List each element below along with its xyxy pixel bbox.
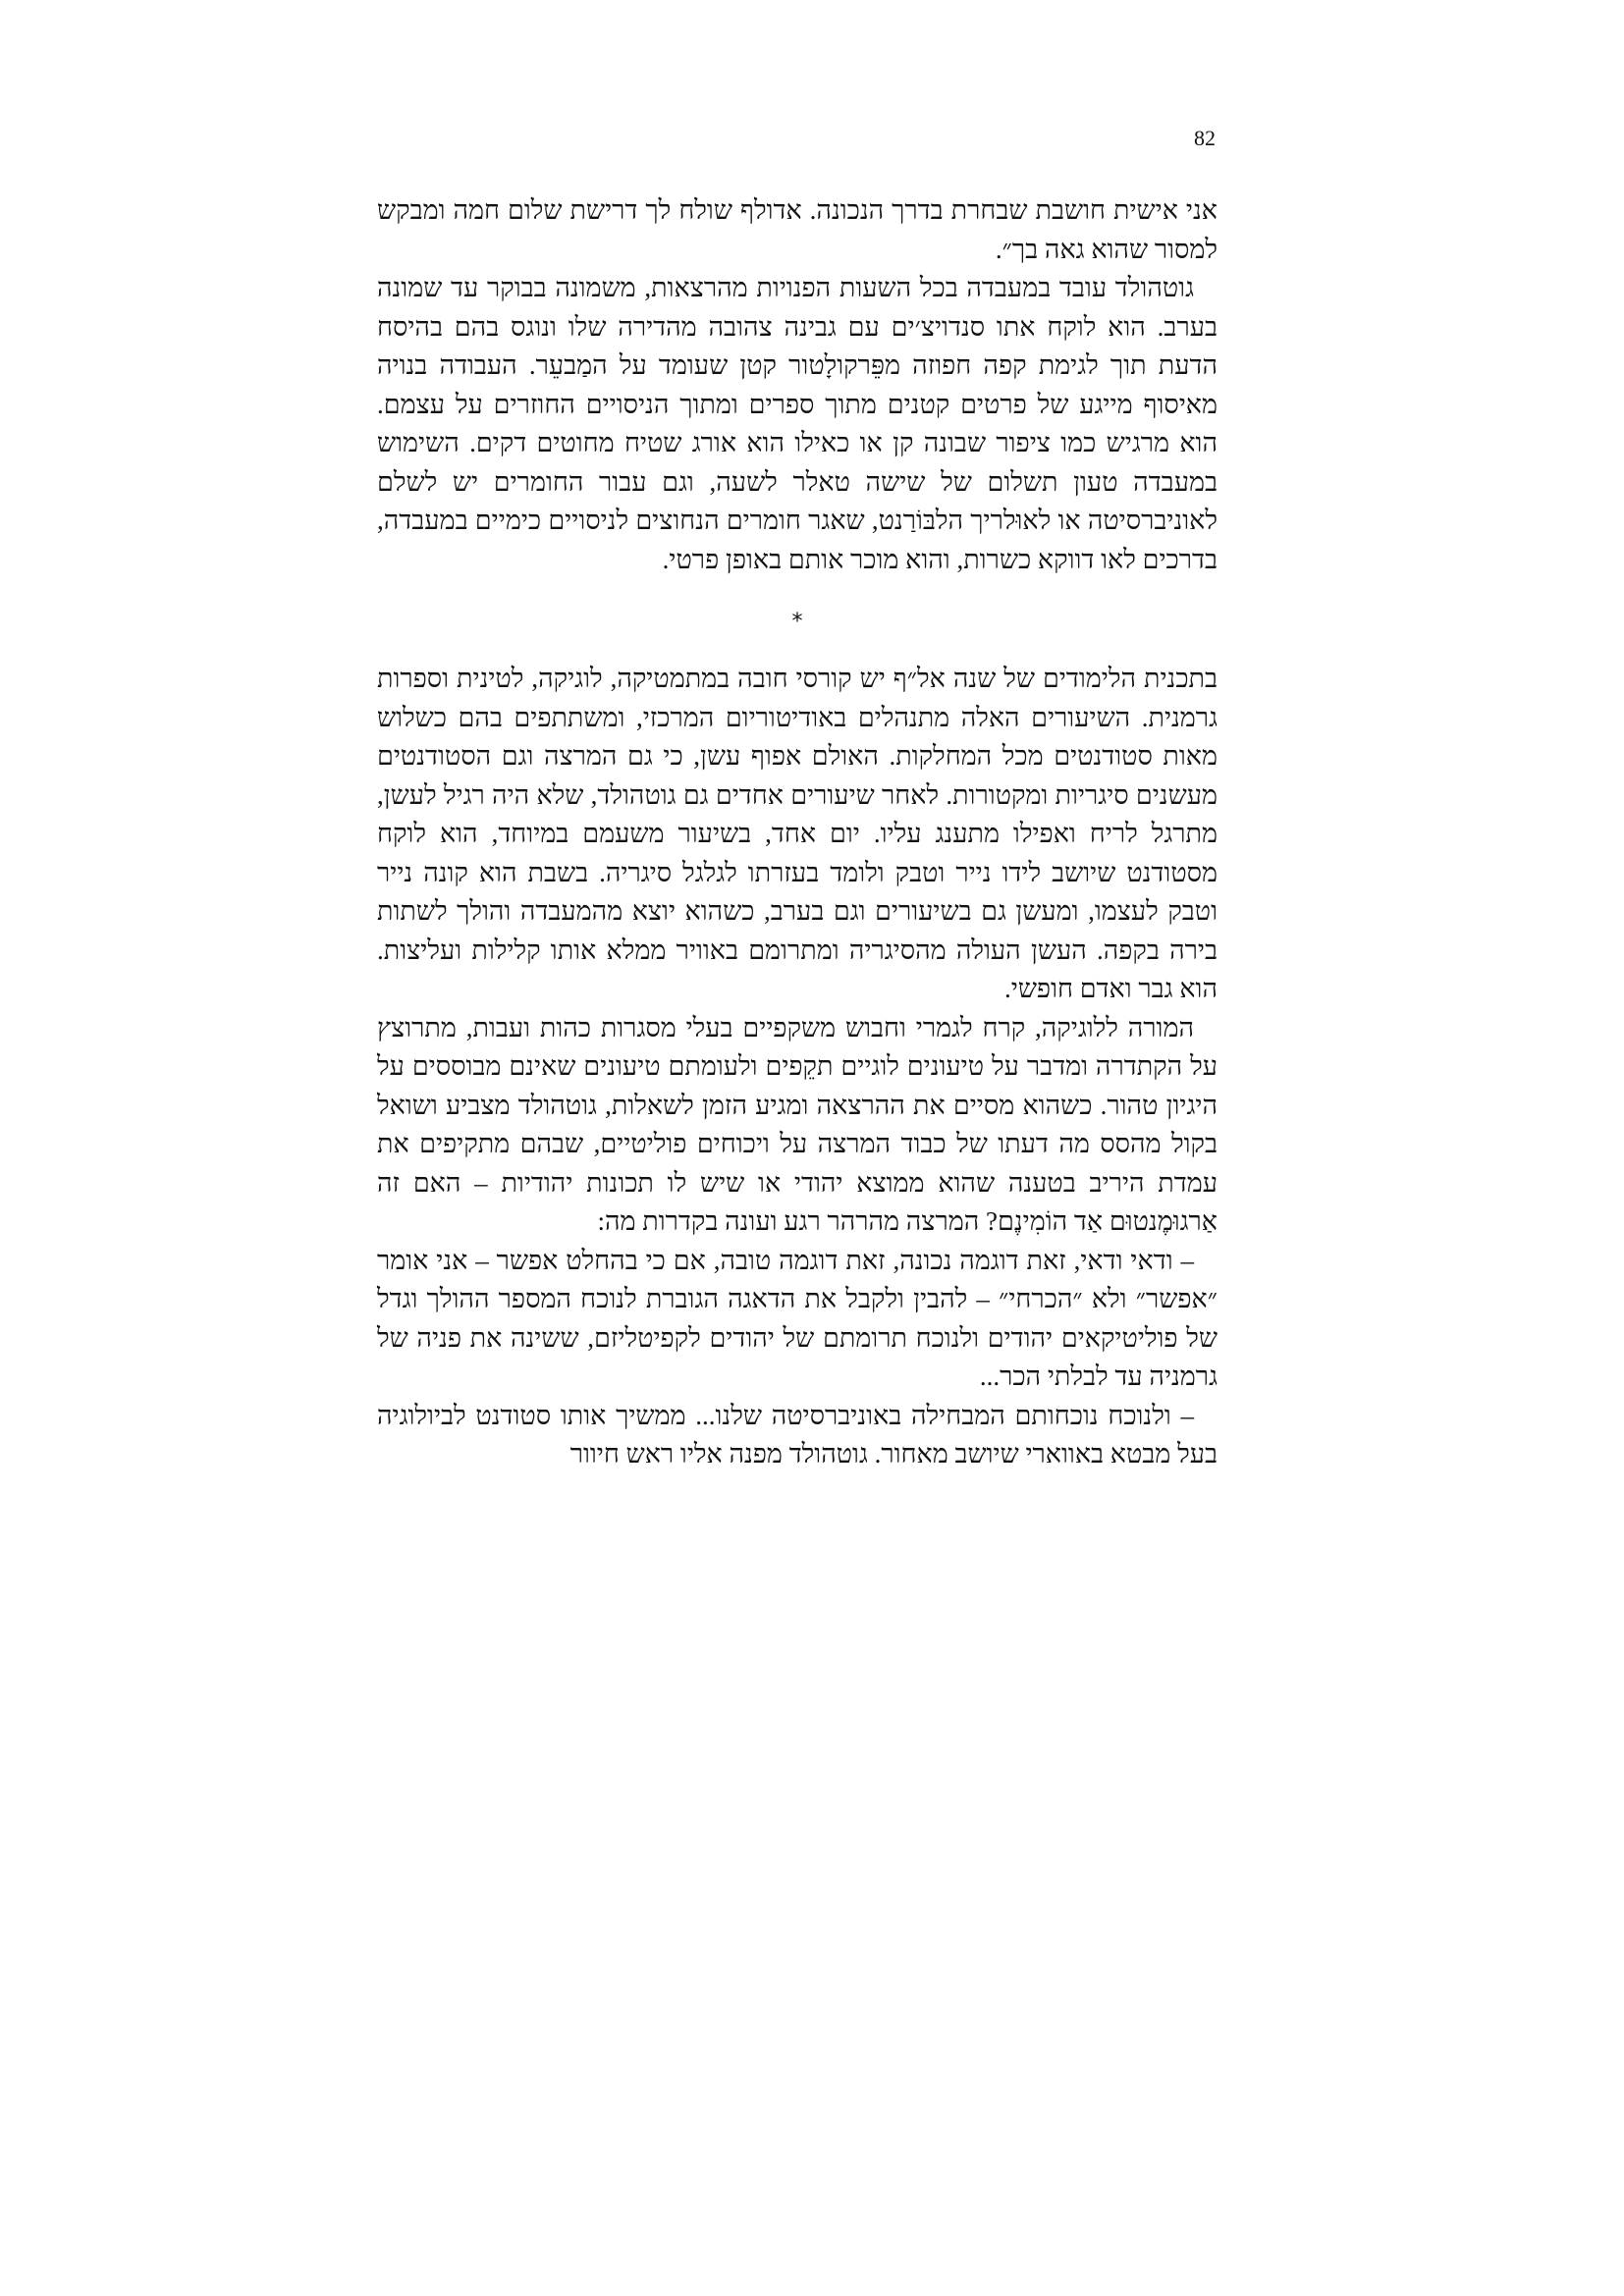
section-separator: * xyxy=(791,610,803,634)
paragraph: – ודאי ודאי, זאת דוגמה נכונה, זאת דוגמה טובה, אם כי בהחלט אפשר – אני אומר ״אפשר״ ולא ״הכרחי״ – להבין ולקבל את הדאגה הגוברת לנוכח המספר ההולך וגדל של פוליטיקאים יהודים ולנוכח תרומתם של יהודים לקפיטליזם, ששינה את פניה של גרמניה עד לבלתי הכר... xyxy=(377,1245,1218,1391)
paragraph: – ולנוכח נוכחותם המבחילה באוניברסיטה שלנו... ממשיך אותו סטודנט לביולוגיה בעל מבטא באווארי שיושב מאחור. גוטהולד מפנה אליו ראש חיוור xyxy=(377,1400,1218,1468)
paragraph: גוטהולד עובד במעבדה בכל השעות הפנויות מהרצאות, משמונה בבוקר עד שמונה בערב. הוא לוקח אתו סנדויצ׳ים עם גבינה צהובה מהדירה שלו ונוגס בהם בהיסח הדעת תוך לגימת קפה חפוזה מפֵּרקולָטור קטן שעומד על המַבעֵר. העבודה בנויה מאיסוף מייגע של פרטים קטנים מתוך ספרים ומתוך הניסויים החוזרים על עצמם. הוא מרגיש כמו ציפור שבונה קן או כאילו הוא אורג שטיח מחוטים דקים. השימוש במעבדה טעון תשלום של שישה טאלר לשעה, וגם עבור החומרים יש לשלם לאוניברסיטה או לאוּלריך הלבּוֹרַנט, שאגר חומרים הנחוצים לניסויים כימיים במעבדה, בדרכים לאו דווקא כשרות, והוא מוכר אותם באופן פרטי. xyxy=(377,273,1218,574)
paragraph: אני אישית חושבת שבחרת בדרך הנכונה. אדולף שולח לך דרישת שלום חמה ומבקש למסור שהוא גאה בך״. xyxy=(377,195,1218,264)
paragraph: בתכנית הלימודים של שנה אל״ף יש קורסי חובה במתמטיקה, לוגיקה, לטינית וספרות גרמנית. השיעורים האלה מתנהלים באודיטוריום המרכזי, ומשתתפים בהם כשלוש מאות סטודנטים מכל המחלקות. האולם אפוף עשן, כי גם המרצה וגם הסטודנטים מעשנים סיגריות ומקטורות. לאחר שיעורים אחדים גם גוטהולד, שלא היה רגיל לעשן, מתרגל לריח ואפילו מתענג עליו. יום אחד, בשיעור משעמם במיוחד, הוא לוקח מסטודנט שיושב לידו נייר וטבק ולומד בעזרתו לגלגל סיגריה. בשבת הוא קונה נייר וטבק לעצמו, ומעשן גם בשיעורים וגם בערב, כשהוא יוצא מהמעבדה והולך לשתות בירה בקפה. העשן העולה מהסיגריה ומתרומם באוויר ממלא אותו קלילות ועליצות. הוא גבר ואדם חופשי. xyxy=(377,664,1218,1003)
paragraph: המורה ללוגיקה, קרח לגמרי וחבוש משקפיים בעלי מסגרות כהות ועבות, מתרוצץ על הקתדרה ומדבר על טיעונים לוגיים תקֵפים ולעומתם טיעונים שאינם מבוססים על היגיון טהור. כשהוא מסיים את ההרצאה ומגיע הזמן לשאלות, גוטהולד מצביע ושואל בקול מהסס מה דעתו של כבוד המרצה על ויכוחים פוליטיים, שבהם מתקיפים את עמדת היריב בטענה שהוא ממוצא יהודי או שיש לו תכונות יהודיות – האם זה אַרגוּמֶנטוּם אַד הוֹמִינֶם? המרצה מהרהר רגע ועונה בקדרות מה: xyxy=(377,1012,1218,1236)
page-number: 82 xyxy=(1194,126,1216,150)
body-text xyxy=(377,191,1218,1474)
